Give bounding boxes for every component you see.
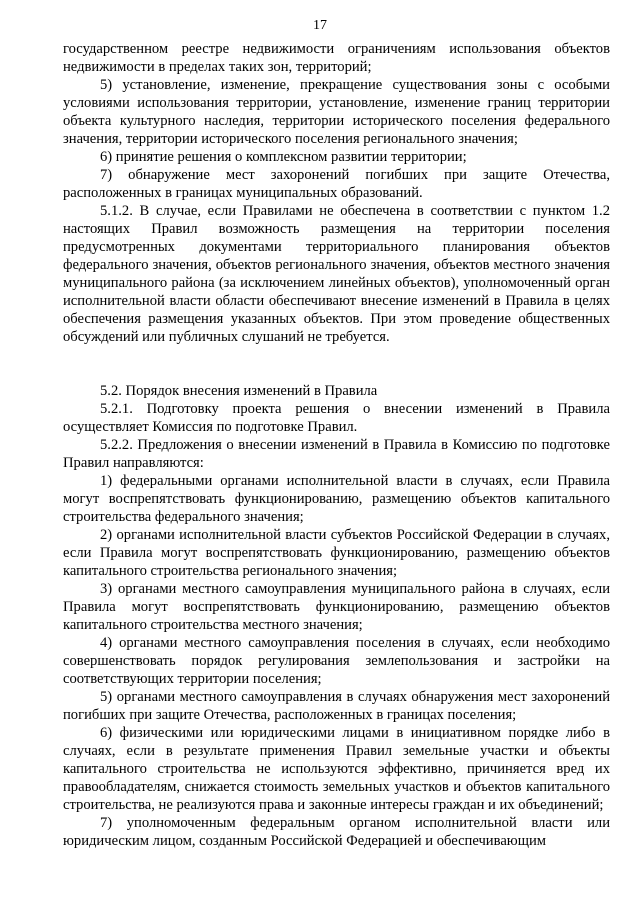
clause-5-1-2: 5.1.2. В случае, если Правилами не обеспечена в соответствии с пунктом 1.2 настоящих Правил возможность размещения на территории поселения предусмотренных документами территориального планирования объектов федерального значения, объектов регионального значения, объектов местного значения муниципального района (за исключением линейных объектов), уполномоченный орган исполнительной власти области обеспечивают внесение изменений в Правила в целях обеспечения размещения указанных объектов. При этом проведение общественных обсуждений или публичных слушаний не требуется.	[63, 203, 610, 345]
clause-5-2-2: 5.2.2. Предложения о внесении изменений в Правила в Комиссию по подготовке Правил направляются:	[63, 437, 610, 471]
proposal-item-5: 5) органами местного самоуправления в случаях обнаружения мест захоронений погибших при защите Отечества, расположенных в границах поселения;	[63, 689, 610, 723]
list-item-7: 7) обнаружение мест захоронений погибших при защите Отечества, расположенных в границах муниципальных образований.	[63, 167, 610, 201]
list-item-6: 6) принятие решения о комплексном развитии территории;	[100, 149, 467, 165]
proposal-item-2: 2) органами исполнительной власти субъектов Российской Федерации в случаях, если Правила могут воспрепятствовать функционированию, размещению объектов капитального строительства регионального значения;	[63, 527, 610, 579]
proposal-item-4: 4) органами местного самоуправления поселения в случаях, если необходимо совершенствовать порядок регулирования землепользования и застройки на соответствующих территории поселения;	[63, 635, 610, 687]
document-body	[63, 40, 610, 850]
list-item-5: 5) установление, изменение, прекращение существования зоны с особыми условиями использования территории, установление, изменение границ территории объекта культурного наследия, территории исторического поселения федерального значения, территории исторического поселения регионального значения;	[63, 77, 610, 147]
proposal-item-6: 6) физическими или юридическими лицами в инициативном порядке либо в случаях, если в результате применения Правил земельные участки и объекты капитального строительства не используются эффективно, причиняется вред их правообладателям, снижается стоимость земельных участков и объектов капитального строительства, не реализуются права и законные интересы граждан и их объединений;	[63, 725, 610, 813]
proposal-item-3: 3) органами местного самоуправления муниципального района в случаях, если Правила могут воспрепятствовать функционированию, размещению объектов капитального строительства местного значения;	[63, 581, 610, 633]
page-number: 17	[313, 18, 327, 33]
proposal-item-7: 7) уполномоченным федеральным органом исполнительной власти или юридическим лицом, созданным Российской Федерацией и обеспечивающим	[63, 815, 610, 849]
paragraph-continuation: государственном реестре недвижимости ограничениям использования объектов недвижимости в пределах таких зон, территорий;	[63, 41, 610, 75]
clause-5-2-1: 5.2.1. Подготовку проекта решения о внесении изменений в Правила осуществляет Комиссия по подготовке Правил.	[63, 401, 610, 435]
section-heading-5-2: 5.2. Порядок внесения изменений в Правила	[100, 383, 378, 399]
proposal-item-1: 1) федеральными органами исполнительной власти в случаях, если Правила могут воспрепятствовать функционированию, размещению объектов капитального строительства федерального значения;	[63, 473, 610, 525]
